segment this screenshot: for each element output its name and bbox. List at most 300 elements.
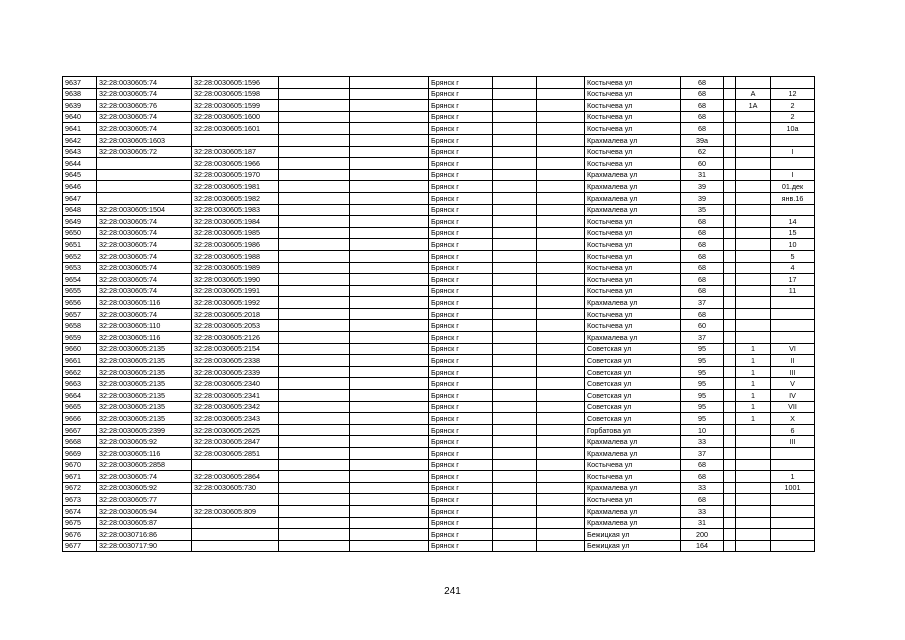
table-cell <box>724 494 736 506</box>
table-cell <box>736 111 771 123</box>
table-cell <box>350 262 429 274</box>
table-cell <box>493 529 537 541</box>
table-cell: 32:28:0030605:74 <box>97 274 192 286</box>
table-cell <box>537 343 585 355</box>
table-cell: Брянск г <box>429 169 493 181</box>
table-cell: 9642 <box>63 134 97 146</box>
table-cell: 32:28:0030716:86 <box>97 529 192 541</box>
table-cell <box>736 494 771 506</box>
table-cell <box>279 111 350 123</box>
table-cell <box>736 459 771 471</box>
table-cell <box>537 471 585 483</box>
table-row <box>63 262 815 274</box>
table-cell <box>493 239 537 251</box>
table-cell: 9664 <box>63 390 97 402</box>
table-cell: Крахмалева ул <box>585 297 681 309</box>
table-cell: 32:28:0030605:2851 <box>192 448 279 460</box>
table-cell <box>350 482 429 494</box>
table-cell <box>350 401 429 413</box>
table-cell: Брянск г <box>429 366 493 378</box>
table-cell <box>279 216 350 228</box>
table-cell: Костычева ул <box>585 239 681 251</box>
table-cell: 32:28:0030605:2135 <box>97 355 192 367</box>
table-cell <box>537 262 585 274</box>
table-cell <box>724 343 736 355</box>
table-cell: 32:28:0030605:1983 <box>192 204 279 216</box>
table-cell <box>724 355 736 367</box>
table-cell <box>493 158 537 170</box>
table-cell <box>350 297 429 309</box>
table-cell <box>493 366 537 378</box>
table-cell: Костычева ул <box>585 494 681 506</box>
table-row <box>63 134 815 146</box>
table-cell <box>493 216 537 228</box>
table-cell: 9662 <box>63 366 97 378</box>
table-cell <box>537 494 585 506</box>
table-cell: 1 <box>771 471 815 483</box>
table-cell: Брянск г <box>429 355 493 367</box>
table-cell <box>724 77 736 89</box>
table-cell: Брянск г <box>429 459 493 471</box>
table-cell: 32:28:0030605:74 <box>97 308 192 320</box>
table-cell: X <box>771 413 815 425</box>
table-cell <box>537 285 585 297</box>
table-cell <box>537 297 585 309</box>
table-cell <box>771 494 815 506</box>
table-cell: Брянск г <box>429 88 493 100</box>
table-cell: 60 <box>681 158 724 170</box>
table-cell: 68 <box>681 459 724 471</box>
table-cell: 68 <box>681 77 724 89</box>
table-row <box>63 390 815 402</box>
table-cell <box>279 227 350 239</box>
table-cell <box>724 146 736 158</box>
table-cell: 32:28:0030605:77 <box>97 494 192 506</box>
table-cell <box>493 378 537 390</box>
table-cell <box>537 111 585 123</box>
table-cell: 32:28:0030605:2135 <box>97 413 192 425</box>
table-cell <box>771 540 815 552</box>
table-cell <box>736 540 771 552</box>
table-cell <box>279 471 350 483</box>
table-cell <box>736 308 771 320</box>
table-cell: 32:28:0030605:2135 <box>97 366 192 378</box>
table-cell: 6 <box>771 424 815 436</box>
table-cell <box>724 459 736 471</box>
table-cell <box>736 146 771 158</box>
table-cell <box>771 77 815 89</box>
table-cell <box>279 285 350 297</box>
table-cell: 9652 <box>63 250 97 262</box>
table-cell <box>350 413 429 425</box>
table-cell: 17 <box>771 274 815 286</box>
table-cell <box>537 192 585 204</box>
table-row <box>63 355 815 367</box>
table-cell <box>350 134 429 146</box>
table-cell <box>350 181 429 193</box>
table-cell: Крахмалева ул <box>585 482 681 494</box>
table-cell: 9639 <box>63 100 97 112</box>
table-cell: Брянск г <box>429 529 493 541</box>
table-cell: Костычева ул <box>585 262 681 274</box>
table-row <box>63 227 815 239</box>
table-cell <box>736 77 771 89</box>
table-cell: Брянск г <box>429 505 493 517</box>
table-cell: 1А <box>736 100 771 112</box>
table-cell: 32:28:0030605:2864 <box>192 471 279 483</box>
table-cell <box>537 308 585 320</box>
table-cell <box>537 413 585 425</box>
table-cell: 164 <box>681 540 724 552</box>
table-cell <box>350 355 429 367</box>
table-cell <box>279 401 350 413</box>
table-cell: 95 <box>681 378 724 390</box>
table-cell: 10 <box>771 239 815 251</box>
table-cell <box>493 471 537 483</box>
table-cell <box>350 158 429 170</box>
table-cell: 5 <box>771 250 815 262</box>
table-cell <box>771 320 815 332</box>
table-cell: 32:28:0030605:1982 <box>192 192 279 204</box>
table-cell <box>350 436 429 448</box>
table-cell <box>736 250 771 262</box>
table-cell <box>724 158 736 170</box>
table-cell: 32:28:0030605:74 <box>97 77 192 89</box>
table-cell: 32:28:0030605:74 <box>97 227 192 239</box>
table-row <box>63 192 815 204</box>
table-cell: Костычева ул <box>585 111 681 123</box>
table-cell: 9667 <box>63 424 97 436</box>
table-cell: Костычева ул <box>585 77 681 89</box>
table-cell: 32:28:0030605:74 <box>97 88 192 100</box>
table-cell <box>493 285 537 297</box>
table-cell: Брянск г <box>429 471 493 483</box>
table-cell <box>279 505 350 517</box>
table-cell <box>279 390 350 402</box>
table-cell: 9663 <box>63 378 97 390</box>
table-cell: 32:28:0030605:74 <box>97 239 192 251</box>
table-cell: 9675 <box>63 517 97 529</box>
table-row <box>63 482 815 494</box>
table-cell: Костычева ул <box>585 100 681 112</box>
table-cell <box>350 239 429 251</box>
data-table <box>62 76 815 552</box>
table-cell <box>279 77 350 89</box>
table-cell <box>279 123 350 135</box>
table-cell: 2 <box>771 100 815 112</box>
table-cell: 32:28:0030605:2135 <box>97 378 192 390</box>
table-cell <box>279 169 350 181</box>
table-cell: 9668 <box>63 436 97 448</box>
table-cell: 32:28:0030605:74 <box>97 285 192 297</box>
table-cell: 32:28:0030605:1985 <box>192 227 279 239</box>
table-cell: 9656 <box>63 297 97 309</box>
table-cell: Брянск г <box>429 239 493 251</box>
table-cell <box>724 332 736 344</box>
table-row <box>63 100 815 112</box>
table-row <box>63 111 815 123</box>
table-cell: 9643 <box>63 146 97 158</box>
table-cell: 33 <box>681 436 724 448</box>
table-cell <box>350 250 429 262</box>
table-cell <box>736 448 771 460</box>
table-cell: 35 <box>681 204 724 216</box>
table-cell: 32:28:0030605:1603 <box>97 134 192 146</box>
table-cell <box>493 401 537 413</box>
table-cell: Брянск г <box>429 123 493 135</box>
table-cell <box>537 482 585 494</box>
table-cell <box>724 448 736 460</box>
table-cell: 11 <box>771 285 815 297</box>
table-cell <box>279 332 350 344</box>
table-cell <box>724 390 736 402</box>
table-cell: 32:28:0030605:2053 <box>192 320 279 332</box>
table-cell <box>279 239 350 251</box>
table-row <box>63 297 815 309</box>
table-cell: 32:28:0030605:74 <box>97 123 192 135</box>
table-cell <box>493 517 537 529</box>
table-cell: Костычева ул <box>585 227 681 239</box>
table-cell <box>279 517 350 529</box>
table-cell <box>724 285 736 297</box>
table-cell: 68 <box>681 308 724 320</box>
table-cell <box>537 424 585 436</box>
table-cell <box>724 181 736 193</box>
table-cell: Советская ул <box>585 343 681 355</box>
table-cell: 32:28:0030605:1991 <box>192 285 279 297</box>
table-cell: 68 <box>681 100 724 112</box>
table-cell <box>736 471 771 483</box>
table-cell: 95 <box>681 401 724 413</box>
table-cell <box>493 88 537 100</box>
table-cell: 9658 <box>63 320 97 332</box>
table-cell: 32:28:0030605:74 <box>97 250 192 262</box>
table-cell <box>493 134 537 146</box>
table-cell <box>724 100 736 112</box>
table-cell <box>724 239 736 251</box>
table-cell <box>537 134 585 146</box>
table-cell: 9670 <box>63 459 97 471</box>
table-cell: 9665 <box>63 401 97 413</box>
table-cell: 32:28:0030605:110 <box>97 320 192 332</box>
table-cell <box>736 274 771 286</box>
table-row <box>63 77 815 89</box>
table-cell <box>493 77 537 89</box>
table-cell: Костычева ул <box>585 146 681 158</box>
table-cell: Брянск г <box>429 181 493 193</box>
table-cell <box>537 459 585 471</box>
table-cell: 32:28:0030605:2847 <box>192 436 279 448</box>
table-cell: Брянск г <box>429 482 493 494</box>
table-cell: 95 <box>681 413 724 425</box>
table-cell <box>537 146 585 158</box>
table-cell <box>279 482 350 494</box>
table-row <box>63 343 815 355</box>
table-cell: Брянск г <box>429 216 493 228</box>
table-cell <box>493 297 537 309</box>
table-cell <box>724 378 736 390</box>
table-cell: 68 <box>681 123 724 135</box>
table-cell: 32:28:0030605:116 <box>97 448 192 460</box>
table-cell <box>537 355 585 367</box>
table-cell: 32:28:0030605:2339 <box>192 366 279 378</box>
table-row <box>63 332 815 344</box>
table-cell: Брянск г <box>429 134 493 146</box>
table-cell <box>736 436 771 448</box>
table-cell: Брянск г <box>429 274 493 286</box>
table-cell <box>736 517 771 529</box>
table-cell <box>192 529 279 541</box>
table-cell <box>192 459 279 471</box>
table-cell: Брянск г <box>429 448 493 460</box>
table-cell: Костычева ул <box>585 471 681 483</box>
table-cell <box>537 517 585 529</box>
table-row <box>63 274 815 286</box>
table-cell: II <box>771 355 815 367</box>
table-cell <box>537 239 585 251</box>
table-cell: V <box>771 378 815 390</box>
table-cell: 32:28:0030605:1966 <box>192 158 279 170</box>
table-cell: 32:28:0030605:2858 <box>97 459 192 471</box>
table-cell: 32:28:0030605:2338 <box>192 355 279 367</box>
table-cell <box>279 100 350 112</box>
table-cell <box>736 529 771 541</box>
table-cell <box>724 262 736 274</box>
table-cell: Крахмалева ул <box>585 517 681 529</box>
table-cell: 32:28:0030605:1596 <box>192 77 279 89</box>
table-cell: 68 <box>681 471 724 483</box>
table-cell <box>724 111 736 123</box>
table-cell <box>724 320 736 332</box>
table-cell: 32:28:0030605:87 <box>97 517 192 529</box>
table-cell: 2 <box>771 111 815 123</box>
table-cell <box>724 413 736 425</box>
table-cell: Советская ул <box>585 390 681 402</box>
table-cell <box>493 250 537 262</box>
table-cell <box>192 494 279 506</box>
table-cell: 39а <box>681 134 724 146</box>
table-cell: Брянск г <box>429 390 493 402</box>
table-cell: 32:28:0030605:2342 <box>192 401 279 413</box>
table-cell: Брянск г <box>429 413 493 425</box>
table-row <box>63 529 815 541</box>
table-cell: Костычева ул <box>585 158 681 170</box>
table-cell <box>736 158 771 170</box>
table-cell <box>736 285 771 297</box>
table-cell: 39 <box>681 181 724 193</box>
table-cell: 68 <box>681 88 724 100</box>
table-cell <box>279 250 350 262</box>
table-cell: Брянск г <box>429 250 493 262</box>
table-cell: Брянск г <box>429 494 493 506</box>
table-cell: 9651 <box>63 239 97 251</box>
table-cell <box>736 123 771 135</box>
table-cell <box>192 540 279 552</box>
table-cell <box>350 378 429 390</box>
table-cell <box>493 181 537 193</box>
table-cell: 9644 <box>63 158 97 170</box>
table-cell <box>350 540 429 552</box>
table-cell: I <box>771 169 815 181</box>
table-cell: 01.дек <box>771 181 815 193</box>
table-cell: 32:28:0030605:2343 <box>192 413 279 425</box>
table-cell: 4 <box>771 262 815 274</box>
table-cell: 9640 <box>63 111 97 123</box>
table-cell <box>350 111 429 123</box>
table-cell <box>537 204 585 216</box>
table-cell <box>350 529 429 541</box>
table-cell: Брянск г <box>429 332 493 344</box>
table-cell <box>736 134 771 146</box>
table-cell <box>537 181 585 193</box>
table-cell: 32:28:0030605:1981 <box>192 181 279 193</box>
table-cell <box>736 169 771 181</box>
table-cell <box>350 285 429 297</box>
table-cell: Крахмалева ул <box>585 448 681 460</box>
table-cell: 9673 <box>63 494 97 506</box>
table-cell: Советская ул <box>585 378 681 390</box>
table-cell <box>724 482 736 494</box>
table-cell: Костычева ул <box>585 250 681 262</box>
table-cell: 31 <box>681 517 724 529</box>
table-cell <box>493 424 537 436</box>
table-cell <box>724 366 736 378</box>
table-cell <box>493 390 537 402</box>
table-cell: 95 <box>681 355 724 367</box>
table-cell: Крахмалева ул <box>585 169 681 181</box>
table-cell <box>279 424 350 436</box>
table-cell <box>279 181 350 193</box>
table-cell: 32:28:0030605:730 <box>192 482 279 494</box>
table-cell <box>97 181 192 193</box>
table-cell <box>736 505 771 517</box>
table-cell <box>537 216 585 228</box>
table-cell <box>736 227 771 239</box>
table-cell <box>350 390 429 402</box>
table-cell: 14 <box>771 216 815 228</box>
table-cell: Брянск г <box>429 297 493 309</box>
table-row <box>63 216 815 228</box>
table-cell: 32:28:0030605:2399 <box>97 424 192 436</box>
table-cell <box>537 77 585 89</box>
table-cell: 9659 <box>63 332 97 344</box>
table-cell: 68 <box>681 262 724 274</box>
table-cell: 32:28:0030605:116 <box>97 297 192 309</box>
table-cell: 32:28:0030605:1984 <box>192 216 279 228</box>
table-cell <box>350 100 429 112</box>
table-cell: 9646 <box>63 181 97 193</box>
table-row <box>63 285 815 297</box>
table-cell <box>724 204 736 216</box>
table-cell: Брянск г <box>429 100 493 112</box>
table-cell <box>736 320 771 332</box>
table-cell <box>493 308 537 320</box>
table-cell <box>724 250 736 262</box>
table-cell: 32:28:0030605:74 <box>97 111 192 123</box>
table-cell <box>771 459 815 471</box>
table-cell <box>537 88 585 100</box>
table-cell: III <box>771 366 815 378</box>
table-cell <box>537 401 585 413</box>
table-cell: 33 <box>681 482 724 494</box>
table-row <box>63 459 815 471</box>
table-cell: 32:28:0030605:94 <box>97 505 192 517</box>
table-cell <box>736 262 771 274</box>
table-cell: 32:28:0030605:2341 <box>192 390 279 402</box>
table-cell: 32:28:0030605:92 <box>97 436 192 448</box>
table-cell <box>537 100 585 112</box>
table-cell <box>279 459 350 471</box>
